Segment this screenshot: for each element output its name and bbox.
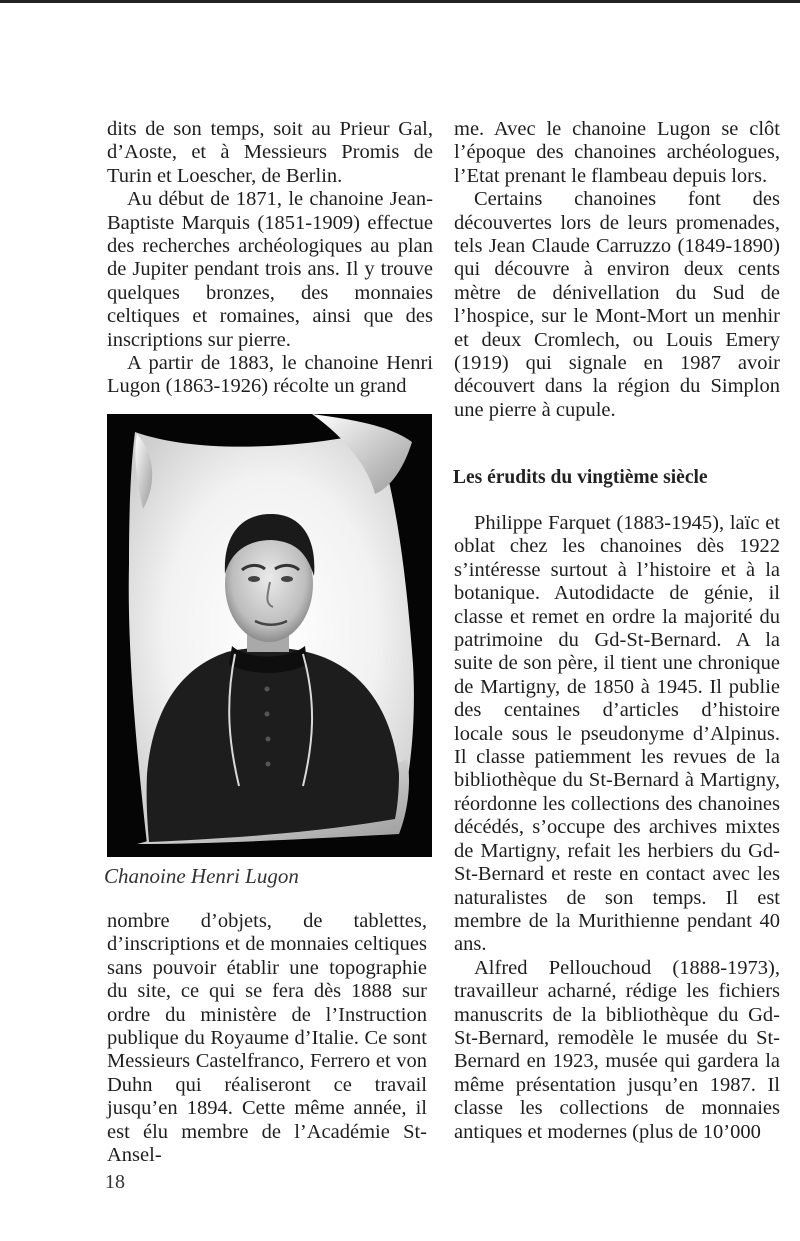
paragraph: Au début de 1871, le chanoine Jean-Baptiste Marquis (1851-1909) effectue des recherches archéologiques au plan de Jupiter pendant trois ans. Il y trouve quelques bronzes, des monnaies celtiques et romaines, ainsi que des inscriptions sur pierre.	[107, 188, 433, 351]
paragraph: Certains chanoines font des découvertes lors de leurs promenades, tels Jean Claude Carruzzo (1849-1890) qui découvre à environ deux cents mètre de dénivellation du Sud de l’hospice, sur le Mont-Mort un menhir et deux Cromlech, ou Louis Emery (1919) qui signale en 1987 avoir découvert dans la région du Simplon une pierre à cupule.	[454, 188, 780, 421]
left-column-bottom-text	[107, 910, 427, 1167]
portrait-photo	[107, 414, 432, 857]
right-column-section-text	[454, 512, 780, 1144]
section-heading: Les érudits du vingtième siècle	[453, 467, 708, 488]
paragraph: Alfred Pellouchoud (1888-1973), travailleur acharné, rédige les fichiers manuscrits de la bibliothèque du Gd-St-Bernard, remodèle le musée du St-Bernard en 1923, musée qui gardera la même présentation jusqu’en 1987. Il classe les collections de monnaies antiques et modernes (plus de 10’000	[454, 956, 780, 1143]
paragraph: Philippe Farquet (1883-1945), laïc et oblat chez les chanoines dès 1922 s’intéresse surtout à l’histoire et à la botanique. Autodidacte de génie, il classe et remet en ordre la majorité du patrimoine du Gd-St-Bernard. A la suite de son père, il tient une chronique de Martigny, de 1850 à 1945. Il publie des centaines d’articles d’histoire locale sous le pseudonyme d’Alpinus. Il classe patiemment les revues de la bibliothèque du St-Bernard à Martigny, réordonne les collections des chanoines décédés, s’occupe des archives mixtes de Martigny, refait les herbiers du Gd-St-Bernard et reste en contact avec les naturalistes de son temps. Il est membre de la Murithienne pendant 40 ans.	[454, 512, 780, 956]
top-page-rule	[0, 0, 800, 3]
left-column-top-text	[107, 118, 433, 399]
paragraph: nombre d’objets, de tablettes, d’inscriptions et de monnaies celtiques sans pouvoir établir une topographie du site, ce qui se fera dès 1888 sur ordre du ministère de l’Instruction publique du Royaume d’Italie. Ce sont Messieurs Castelfranco, Ferrero et von Duhn qui réaliseront ce travail jusqu’en 1894. Cette même année, il est élu membre de l’Académie St-Ansel-	[107, 910, 427, 1167]
right-column-top-text	[454, 118, 780, 422]
paragraph: dits de son temps, soit au Prieur Gal, d’Aoste, et à Messieurs Promis de Turin et Loescher, de Berlin.	[107, 118, 433, 187]
portrait-illustration	[107, 414, 432, 857]
paragraph: me. Avec le chanoine Lugon se clôt l’époque des chanoines archéologues, l’Etat prenant le flambeau depuis lors.	[454, 118, 780, 187]
photo-caption: Chanoine Henri Lugon	[104, 864, 299, 888]
page-number: 18	[105, 1171, 125, 1193]
paragraph: A partir de 1883, le chanoine Henri Lugon (1863-1926) récolte un grand	[107, 352, 433, 398]
